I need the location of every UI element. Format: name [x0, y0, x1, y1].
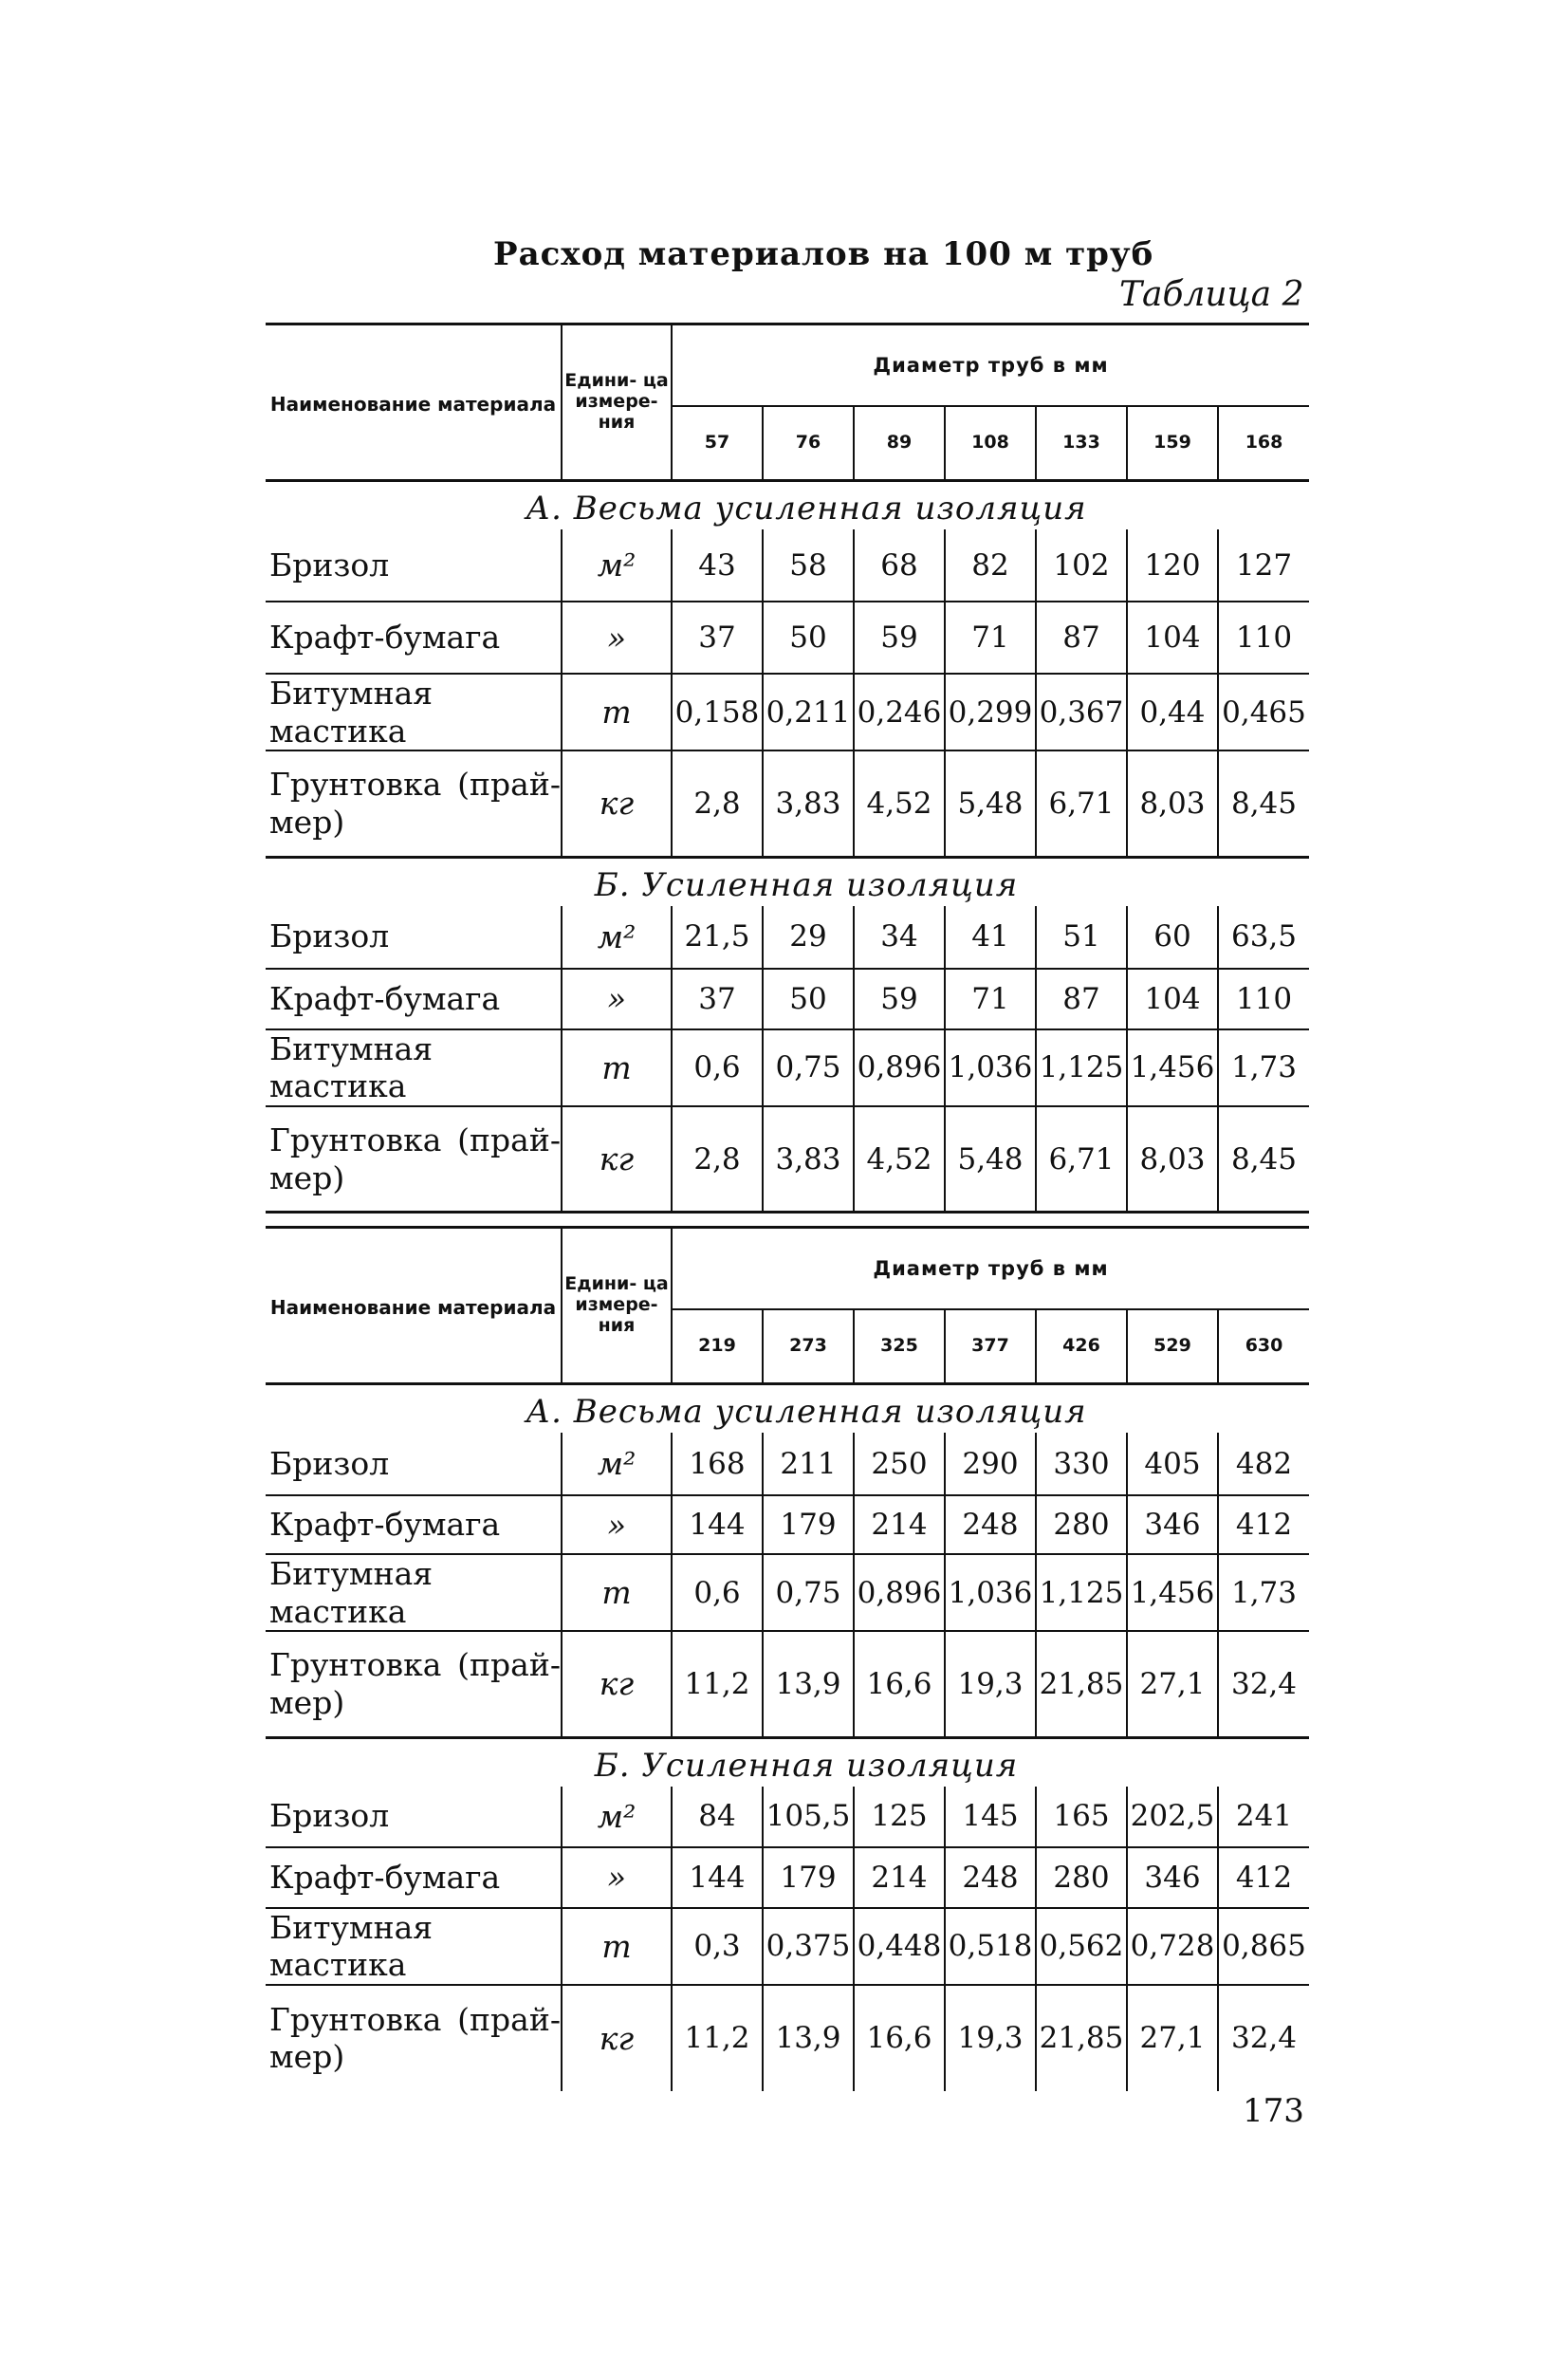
- unit-cell: »: [562, 969, 672, 1029]
- value-cell: 87: [1036, 602, 1127, 674]
- value-cell: 32,4: [1218, 1985, 1309, 2091]
- value-cell: 1,036: [945, 1554, 1036, 1631]
- value-cell: 11,2: [684, 2021, 750, 2056]
- value-cell: 0,465: [1218, 674, 1309, 750]
- value-cell: 0,518: [945, 1908, 1036, 1985]
- value-cell: 144: [672, 1495, 763, 1554]
- value-cell: 0,299: [945, 674, 1036, 750]
- value-cell: 0,246: [854, 674, 945, 750]
- unit-cell: м²: [562, 1433, 672, 1495]
- value-cell: 37: [672, 602, 763, 674]
- value-cell: 346: [1127, 1495, 1218, 1554]
- value-cell: 250: [854, 1433, 945, 1495]
- diameter-header-cell: 89: [854, 406, 945, 480]
- value-cell: 27,1: [1127, 1631, 1218, 1737]
- value-cell: 16,6: [854, 1631, 945, 1737]
- header-unit: Едини- ца измере- ния: [562, 324, 672, 481]
- value-cell: 104: [1127, 969, 1218, 1029]
- value-cell: 27,1: [1127, 1985, 1218, 2091]
- value-cell: 21,85: [1036, 1631, 1127, 1737]
- table-header: [266, 1226, 1309, 1385]
- table-row: [266, 529, 1309, 602]
- value-cell: 5,48: [945, 750, 1036, 857]
- value-cell: 0,158: [672, 674, 763, 750]
- value-cell: 110: [1218, 602, 1309, 674]
- value-cell: 1,456: [1127, 1554, 1218, 1631]
- value-cell: 19,3: [945, 1631, 1036, 1737]
- value-cell: 87: [1036, 969, 1127, 1029]
- value-cell: 1,73: [1218, 1029, 1309, 1106]
- value-cell: 2,8: [672, 750, 763, 857]
- unit-cell: т: [562, 1029, 672, 1106]
- diameter-header-cell: 630: [1218, 1309, 1309, 1383]
- value-cell: 13,9: [763, 1631, 854, 1737]
- diameter-header-cell: 273: [763, 1309, 854, 1383]
- value-cell: 105,5: [763, 1787, 854, 1847]
- table-row: [266, 1495, 1309, 1554]
- unit-cell: »: [562, 1847, 672, 1908]
- value-cell: 2,8: [672, 1106, 763, 1213]
- value-cell: 0,375: [763, 1908, 854, 1985]
- material-name: Крафт-бумага: [266, 1847, 562, 1908]
- material-name: Грунтовка (прай- мер): [266, 750, 562, 857]
- value-cell: 482: [1218, 1433, 1309, 1495]
- value-cell: 0,728: [1127, 1908, 1218, 1985]
- table-row: [266, 1908, 1309, 1985]
- table-row: [266, 1985, 1309, 2091]
- unit-cell: »: [562, 1495, 672, 1554]
- value-cell: 0,44: [1127, 674, 1218, 750]
- value-cell: 412: [1218, 1847, 1309, 1908]
- data-table: [266, 1433, 1309, 1739]
- value-cell: 29: [763, 906, 854, 969]
- value-cell: 0,562: [1036, 1908, 1127, 1985]
- value-cell: 248: [945, 1847, 1036, 1908]
- table-row: [266, 1029, 1309, 1106]
- table-row: [266, 906, 1309, 969]
- value-cell: 60: [1127, 906, 1218, 969]
- value-cell: 63,5: [1218, 906, 1309, 969]
- value-cell: 8,45: [1218, 1106, 1309, 1213]
- material-name: Грунтовка (прай- мер): [269, 2000, 561, 2076]
- value-cell: 8,45: [1218, 750, 1309, 857]
- value-cell: 34: [854, 906, 945, 969]
- value-cell: 280: [1036, 1495, 1127, 1554]
- diameter-header-cell: 108: [945, 406, 1036, 480]
- table-row: [266, 674, 1309, 750]
- material-name: Бризол: [266, 906, 562, 969]
- value-cell: 0,896: [854, 1554, 945, 1631]
- value-cell: 50: [763, 602, 854, 674]
- value-cell: 0,865: [1218, 1908, 1309, 1985]
- value-cell: 248: [945, 1495, 1036, 1554]
- material-name: Бризол: [266, 529, 562, 602]
- unit-cell: »: [562, 602, 672, 674]
- value-cell: 1,73: [1218, 1554, 1309, 1631]
- value-cell: 11,2: [672, 1631, 763, 1737]
- page-number: 173: [1243, 2092, 1304, 2130]
- diameter-header-cell: 529: [1127, 1309, 1218, 1383]
- value-cell: 43: [672, 529, 763, 602]
- table-row: [266, 1631, 1309, 1737]
- value-cell: 19,3: [945, 1985, 1036, 2091]
- table-row: [266, 969, 1309, 1029]
- value-cell: 13,9: [763, 1985, 854, 2091]
- page-title: Расход материалов на 100 м труб: [493, 235, 1154, 273]
- value-cell: 125: [854, 1787, 945, 1847]
- table-row: [266, 1787, 1309, 1847]
- value-cell: 0,75: [763, 1554, 854, 1631]
- table-label: Таблица 2: [1119, 275, 1304, 314]
- table-header: [266, 323, 1309, 482]
- value-cell: 346: [1127, 1847, 1218, 1908]
- value-cell: 37: [672, 969, 763, 1029]
- diameter-header-cell: 76: [763, 406, 854, 480]
- value-cell: 211: [763, 1433, 854, 1495]
- unit-cell: м²: [562, 529, 672, 602]
- diameter-header-cell: 159: [1127, 406, 1218, 480]
- value-cell: 1,036: [945, 1029, 1036, 1106]
- value-cell: 0,367: [1036, 674, 1127, 750]
- value-cell: 144: [672, 1847, 763, 1908]
- unit-cell: кг: [562, 1106, 672, 1213]
- value-cell: 214: [854, 1495, 945, 1554]
- value-cell: 8,03: [1127, 750, 1218, 857]
- value-cell: 102: [1036, 529, 1127, 602]
- material-name: Бризол: [266, 1433, 562, 1495]
- value-cell: 412: [1218, 1495, 1309, 1554]
- value-cell: 330: [1036, 1433, 1127, 1495]
- value-cell: 8,03: [1127, 1106, 1218, 1213]
- unit-cell: кг: [562, 750, 672, 857]
- diameter-header-cell: 325: [854, 1309, 945, 1383]
- diameter-header-cell: 426: [1036, 1309, 1127, 1383]
- material-name: Грунтовка (прай- мер): [266, 1106, 562, 1213]
- value-cell: 290: [945, 1433, 1036, 1495]
- header-diameter: Диаметр труб в мм: [672, 1228, 1309, 1310]
- value-cell: 6,71: [1036, 750, 1127, 857]
- value-cell: 127: [1218, 529, 1309, 602]
- section-title: Б. Усиленная изоляция: [594, 1746, 1019, 1785]
- value-cell: 82: [945, 529, 1036, 602]
- unit-cell: т: [562, 1908, 672, 1985]
- table-part-1: [266, 323, 1309, 1214]
- value-cell: 280: [1036, 1847, 1127, 1908]
- value-cell: 68: [854, 529, 945, 602]
- value-cell: 50: [763, 969, 854, 1029]
- value-cell: 1,125: [1036, 1554, 1127, 1631]
- header-unit: Едини- ца измере- ния: [562, 1228, 672, 1384]
- value-cell: 1,456: [1127, 1029, 1218, 1106]
- material-name: Битумная мастика: [266, 1908, 562, 1985]
- material-name: Крафт-бумага: [266, 969, 562, 1029]
- value-cell: 0,3: [672, 1908, 763, 1985]
- unit-cell: м²: [562, 906, 672, 969]
- diameter-header-cell: 57: [704, 432, 730, 454]
- material-name: Крафт-бумага: [266, 602, 562, 674]
- header-material-name: Наименование материала: [269, 1295, 557, 1319]
- section-title: А. Весьма усиленная изоляция: [526, 1393, 1087, 1431]
- value-cell: 51: [1036, 906, 1127, 969]
- header-material-name: Наименование материала: [269, 392, 557, 416]
- value-cell: 0,6: [672, 1554, 763, 1631]
- value-cell: 179: [763, 1495, 854, 1554]
- value-cell: 41: [945, 906, 1036, 969]
- value-cell: 214: [854, 1847, 945, 1908]
- value-cell: 104: [1127, 602, 1218, 674]
- table-row: [266, 602, 1309, 674]
- diameter-header-cell: 168: [1218, 406, 1309, 480]
- value-cell: 0,896: [854, 1029, 945, 1106]
- data-table: [266, 1787, 1309, 2091]
- value-cell: 0,75: [763, 1029, 854, 1106]
- table-row: [266, 1433, 1309, 1495]
- value-cell: 120: [1127, 529, 1218, 602]
- data-table: [266, 906, 1309, 1214]
- value-cell: 4,52: [854, 750, 945, 857]
- unit-cell: м²: [562, 1787, 672, 1847]
- material-name: Бризол: [266, 1787, 562, 1847]
- value-cell: 241: [1218, 1787, 1309, 1847]
- value-cell: 16,6: [854, 1985, 945, 2091]
- value-cell: 405: [1127, 1433, 1218, 1495]
- value-cell: 179: [763, 1847, 854, 1908]
- value-cell: 165: [1036, 1787, 1127, 1847]
- material-name: Битумная мастика: [266, 674, 562, 750]
- value-cell: 1,125: [1036, 1029, 1127, 1106]
- value-cell: 0,448: [854, 1908, 945, 1985]
- material-name: Битумная мастика: [266, 1029, 562, 1106]
- value-cell: 71: [945, 969, 1036, 1029]
- unit-cell: т: [562, 674, 672, 750]
- data-table: [266, 529, 1309, 859]
- diameter-header-cell: 133: [1036, 406, 1127, 480]
- value-cell: 3,83: [763, 1106, 854, 1213]
- material-name: Битумная мастика: [266, 1554, 562, 1631]
- value-cell: 168: [672, 1433, 763, 1495]
- table-row: [266, 1106, 1309, 1213]
- material-name: Крафт-бумага: [266, 1495, 562, 1554]
- material-name: Грунтовка (прай- мер): [266, 1631, 562, 1737]
- value-cell: 32,4: [1218, 1631, 1309, 1737]
- diameter-header-cell: 377: [945, 1309, 1036, 1383]
- value-cell: 84: [672, 1787, 763, 1847]
- value-cell: 0,6: [672, 1029, 763, 1106]
- table-row: [266, 1847, 1309, 1908]
- value-cell: 59: [854, 602, 945, 674]
- table-row: [266, 1554, 1309, 1631]
- section-title: А. Весьма усиленная изоляция: [526, 490, 1087, 528]
- header-diameter: Диаметр труб в мм: [672, 324, 1309, 407]
- value-cell: 71: [945, 602, 1036, 674]
- value-cell: 59: [854, 969, 945, 1029]
- value-cell: 58: [763, 529, 854, 602]
- value-cell: 110: [1218, 969, 1309, 1029]
- table-row: [266, 750, 1309, 857]
- unit-cell: кг: [562, 1631, 672, 1737]
- unit-cell: т: [562, 1554, 672, 1631]
- table-part-2: [266, 1226, 1309, 2091]
- diameter-header-cell: 219: [698, 1335, 736, 1357]
- value-cell: 21,5: [672, 906, 763, 969]
- value-cell: 6,71: [1036, 1106, 1127, 1213]
- value-cell: 21,85: [1036, 1985, 1127, 2091]
- value-cell: 4,52: [854, 1106, 945, 1213]
- value-cell: 3,83: [763, 750, 854, 857]
- unit-cell: кг: [562, 1985, 672, 2091]
- value-cell: 0,211: [763, 674, 854, 750]
- section-title: Б. Усиленная изоляция: [594, 865, 1019, 904]
- value-cell: 202,5: [1127, 1787, 1218, 1847]
- value-cell: 145: [945, 1787, 1036, 1847]
- value-cell: 5,48: [945, 1106, 1036, 1213]
